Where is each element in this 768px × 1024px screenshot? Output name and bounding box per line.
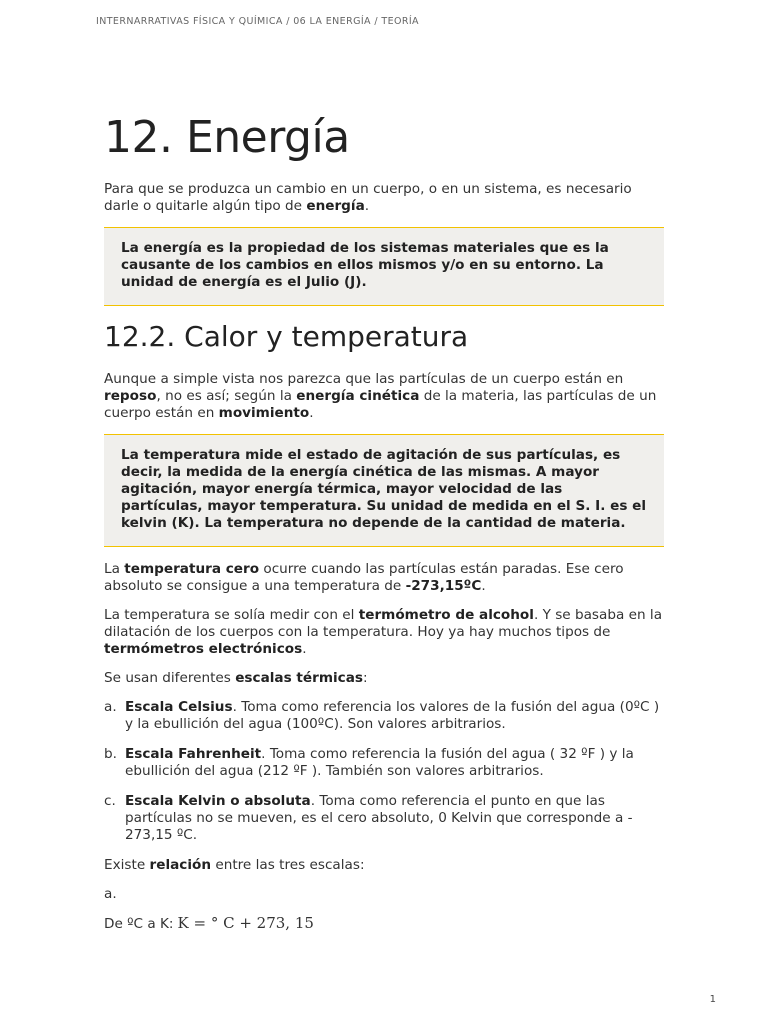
running-header: INTERNARRATIVAS FÍSICA Y QUÍMICA / 06 LA ENERGÍA / TEORÍA bbox=[96, 16, 419, 27]
thermometer-paragraph bbox=[104, 607, 664, 658]
bold-scale-name: Escala Kelvin o absoluta bbox=[125, 793, 311, 809]
zero-temperature-paragraph bbox=[104, 561, 664, 595]
list-item-body bbox=[125, 746, 664, 780]
text: Existe bbox=[104, 857, 150, 873]
intro-paragraph bbox=[104, 181, 664, 215]
text: . Toma como referencia el punto en que las partículas no se mueven, es el cero absoluto, 0 Kelvin que corresponde a - 273,15 ºC. bbox=[125, 793, 633, 843]
list-item-body bbox=[125, 793, 664, 844]
text: La temperatura se solía medir con el bbox=[104, 607, 359, 623]
bold-absolute-zero-value: -273,15ºC bbox=[405, 578, 482, 594]
page-number: 1 bbox=[709, 994, 716, 1005]
particles-paragraph bbox=[104, 371, 664, 422]
temperature-definition-callout: La temperatura mide el estado de agitación de sus partículas, es decir, la medida de la energía cinética de las mismas. A mayor agitación, mayor energía térmica, mayor velocidad de las partículas, mayor temperatura. Su unidad de medida en el S. I. es el kelvin (K). La temperatura no depende de la cantidad de materia. bbox=[104, 434, 664, 547]
text: Aunque a simple vista nos parezca que las partículas de un cuerpo están en bbox=[104, 371, 624, 387]
intro-text-end: . bbox=[364, 198, 370, 214]
scales-intro-paragraph bbox=[104, 670, 664, 687]
text: de la materia, las partículas de un cuerpo están en bbox=[104, 388, 657, 421]
relation-paragraph bbox=[104, 857, 664, 874]
conversion-formula-line bbox=[104, 915, 664, 933]
list-item-celsius bbox=[104, 699, 664, 733]
document-body bbox=[104, 112, 664, 933]
scales-list bbox=[104, 699, 664, 844]
intro-bold-energia: energía bbox=[306, 198, 365, 214]
text: ocurre cuando las partículas están paradas. Ese cero absoluto se consigue a una temperatura de bbox=[104, 561, 624, 594]
energy-definition-callout: La energía es la propiedad de los sistemas materiales que es la causante de los cambios en ellos mismos y/o en su entorno. La unidad de energía es el Julio (J). bbox=[104, 227, 664, 306]
bold-energia-cinetica: energía cinética bbox=[296, 388, 420, 404]
formula-label: De ºC a K: bbox=[104, 916, 174, 932]
bold-scale-name: Escala Celsius bbox=[125, 699, 233, 715]
text: La bbox=[104, 561, 125, 577]
bold-scale-name: Escala Fahrenheit bbox=[125, 746, 262, 762]
list-marker: c. bbox=[104, 793, 116, 809]
text: , no es así; según la bbox=[156, 388, 297, 404]
text: . Toma como referencia la fusión del agua ( 32 ºF ) y la ebullición del agua (212 ºF ). También son valores arbitrarios. bbox=[125, 746, 634, 779]
text: . Y se basaba en la dilatación de los cuerpos con la temperatura. Hoy ya hay muchos tipos de bbox=[104, 607, 663, 640]
celsius-to-kelvin-formula: K = ° C + 273, 15 bbox=[177, 914, 314, 932]
bold-termometros-electronicos: termómetros electrónicos bbox=[104, 641, 303, 657]
bold-reposo: reposo bbox=[104, 388, 157, 404]
text: Se usan diferentes bbox=[104, 670, 236, 686]
list-marker: a. bbox=[104, 699, 117, 715]
page-title: 12. Energía bbox=[104, 112, 350, 163]
bold-movimiento: movimiento bbox=[218, 405, 310, 421]
section-heading-calor: 12.2. Calor y temperatura bbox=[104, 320, 469, 353]
text: . Toma como referencia los valores de la fusión del agua (0ºC ) y la ebullición del agua (100ºC). Son valores arbitrarios. bbox=[125, 699, 660, 732]
text: . bbox=[309, 405, 314, 421]
bold-relacion: relación bbox=[149, 857, 212, 873]
sub-list-marker: a. bbox=[104, 886, 117, 902]
bold-temperatura-cero: temperatura cero bbox=[124, 561, 260, 577]
bold-termometro-alcohol: termómetro de alcohol bbox=[358, 607, 534, 623]
text: . bbox=[302, 641, 307, 657]
intro-text: Para que se produzca un cambio en un cuerpo, o en un sistema, es necesario darle o quitarle algún tipo de bbox=[104, 181, 632, 214]
list-item-fahrenheit bbox=[104, 746, 664, 780]
text: : bbox=[362, 670, 368, 686]
text: entre las tres escalas: bbox=[211, 857, 365, 873]
bold-escalas-termicas: escalas térmicas bbox=[235, 670, 363, 686]
text: . bbox=[481, 578, 486, 594]
list-item-kelvin bbox=[104, 793, 664, 844]
list-item-body bbox=[125, 699, 664, 733]
list-marker: b. bbox=[104, 746, 117, 762]
